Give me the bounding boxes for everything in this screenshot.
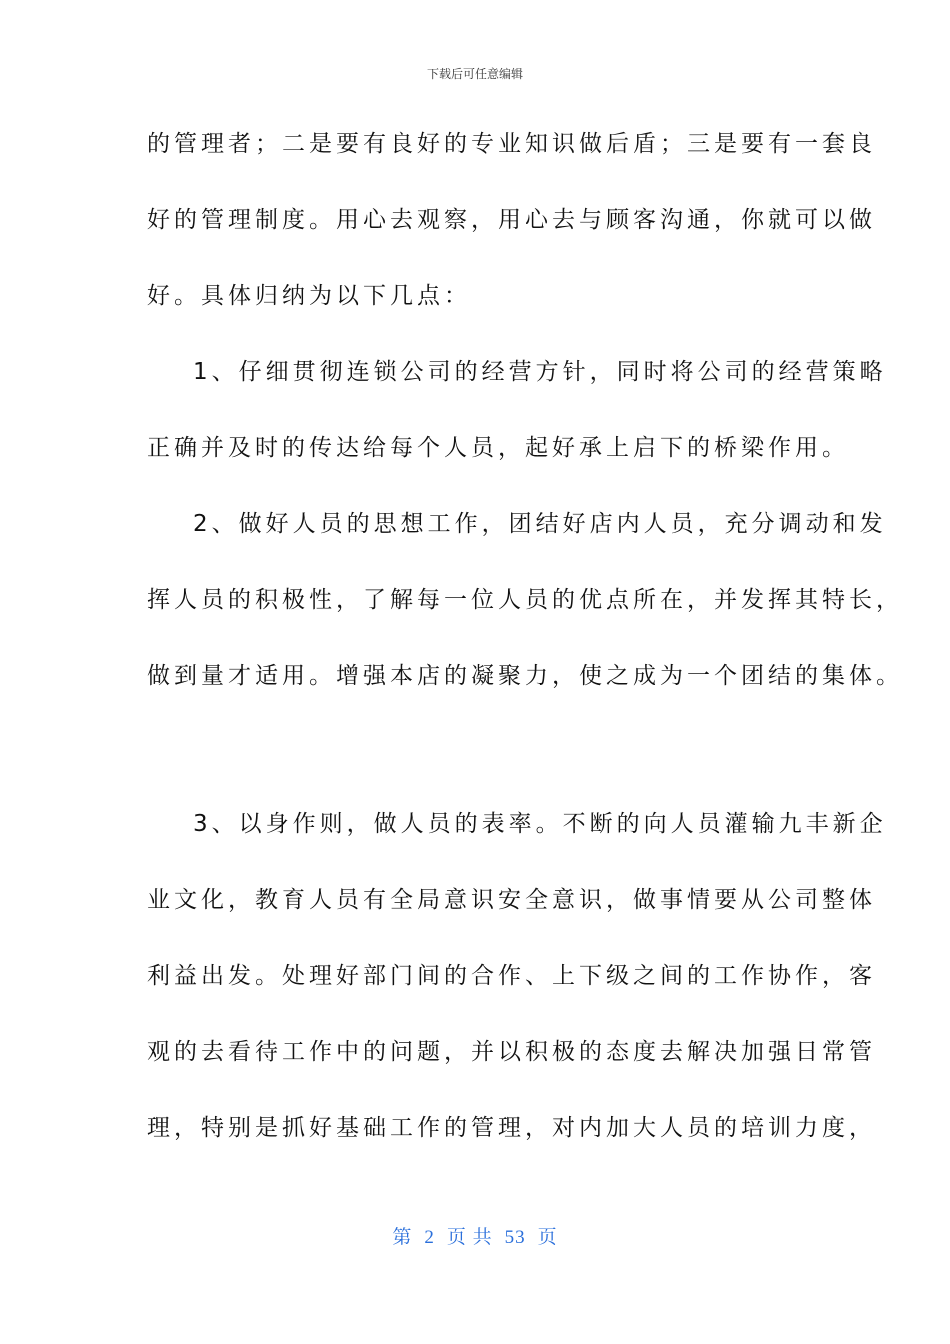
page-header xyxy=(0,66,950,82)
paragraph-4 xyxy=(147,798,887,1178)
text-line: 3、以身作则，做人员的表率。不断的向人员灌输九丰新企 xyxy=(193,811,887,837)
text-line: 1、仔细贯彻连锁公司的经营方针，同时将公司的经营策略 xyxy=(193,359,887,385)
text-line: 业文化，教育人员有全局意识安全意识，做事情要从公司整体 xyxy=(147,887,876,913)
document-body xyxy=(147,118,903,1178)
footer-prefix: 第 xyxy=(392,1227,413,1248)
paragraph-2 xyxy=(147,346,887,498)
text-line: 观的去看待工作中的问题，并以积极的态度去解决加强日常管 xyxy=(147,1039,876,1065)
page-footer xyxy=(0,1226,950,1250)
footer-suffix: 页 xyxy=(537,1227,558,1248)
text-line: 利益出发。处理好部门间的合作、上下级之间的工作协作，客 xyxy=(147,963,876,989)
footer-total-pages: 53 xyxy=(504,1227,526,1248)
text-line: 好。具体归纳为以下几点： xyxy=(147,283,471,309)
text-line: 理，特别是抓好基础工作的管理，对内加大人员的培训力度， xyxy=(147,1115,876,1141)
paragraph-gap xyxy=(147,726,807,798)
paragraph-3 xyxy=(147,498,903,726)
paragraph-1 xyxy=(147,118,876,346)
text-line: 好的管理制度。用心去观察，用心去与顾客沟通，你就可以做 xyxy=(147,207,876,233)
text-line: 的管理者；二是要有良好的专业知识做后盾；三是要有一套良 xyxy=(147,131,876,157)
footer-middle: 页 共 xyxy=(446,1227,493,1248)
text-line: 做到量才适用。增强本店的凝聚力，使之成为一个团结的集体。 xyxy=(147,663,903,689)
header-text: 下载后可任意编辑 xyxy=(426,67,523,81)
text-line: 正确并及时的传达给每个人员，起好承上启下的桥梁作用。 xyxy=(147,435,849,461)
text-line: 挥人员的积极性，了解每一位人员的优点所在，并发挥其特长， xyxy=(147,587,903,613)
footer-page-number: 2 xyxy=(424,1227,435,1248)
text-line: 2、做好人员的思想工作，团结好店内人员，充分调动和发 xyxy=(193,511,887,537)
